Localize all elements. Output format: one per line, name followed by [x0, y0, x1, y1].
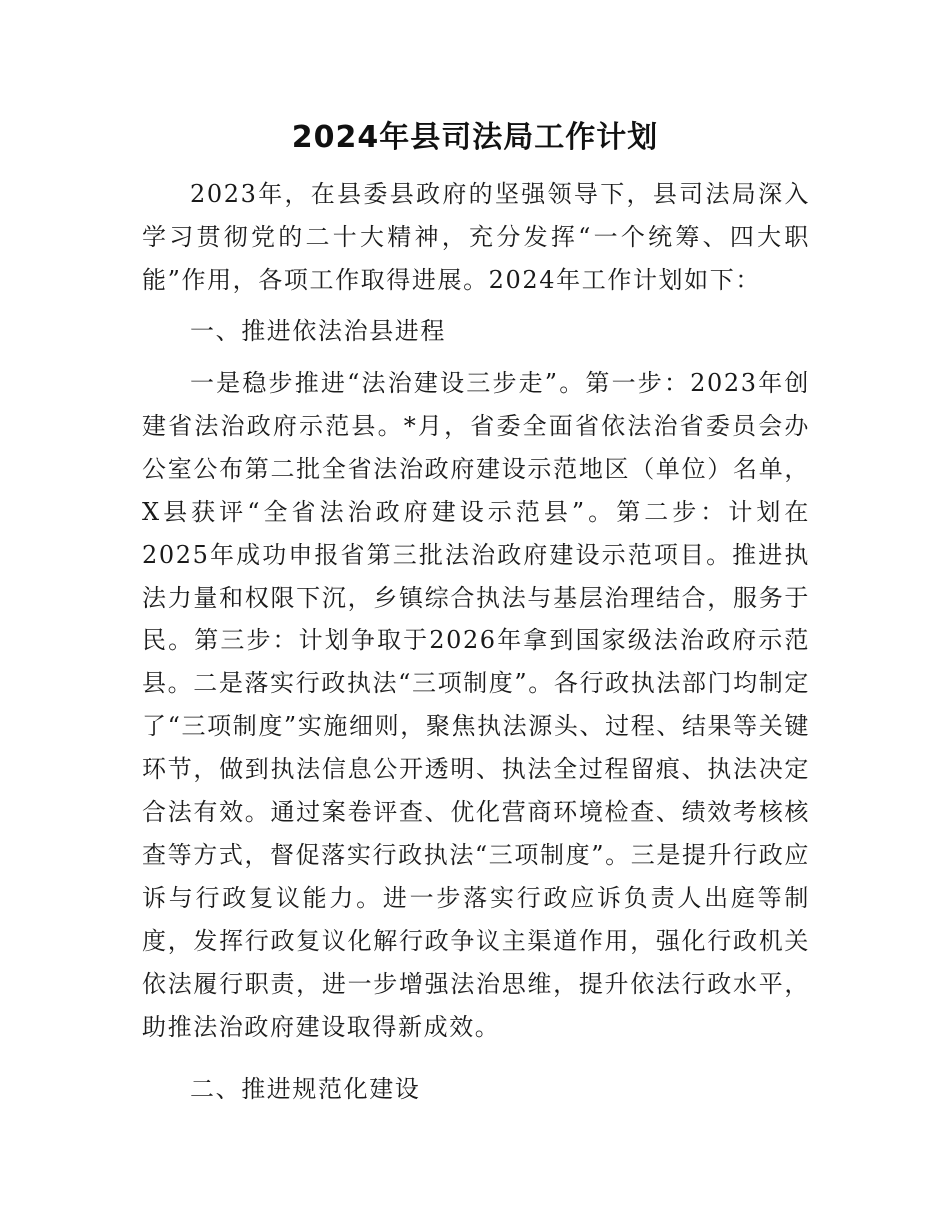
section-2-heading: 二、推进规范化建设 [190, 1075, 421, 1103]
document-title: 2024年县司法局工作计划 [291, 120, 659, 155]
section-1-heading: 一、推进依法治县进程 [190, 317, 446, 345]
intro-paragraph: 2023年，在县委县政府的坚强领导下，县司法局深入学习贯彻党的二十大精神，充分发挥“一个统筹、四大职能”作用，各项工作取得进展。2024年工作计划如下： [142, 180, 810, 294]
section-1-body-paragraph: 一是稳步推进“法治建设三步走”。第一步：2023年创建省法治政府示范县。*月，省委全面省依法治省委员会办公室公布第二批全省法治政府建设示范地区（单位）名单，X县获评“全省法治政府建设示范县”。第二步：计划在2025年成功申报省第三批法治政府建设示范项目。推进执法力量和权限下沉，乡镇综合执法与基层治理结合，服务于民。第三步：计划争取于2026年拿到国家级法治政府示范县。二是落实行政执法“三项制度”。各行政执法部门均制定了“三项制度”实施细则，聚焦执法源头、过程、结果等关键环节，做到执法信息公开透明、执法全过程留痕、执法决定合法有效。通过案卷评查、优化营商环境检查、绩效考核核查等方式，督促落实行政执法“三项制度”。三是提升行政应诉与行政复议能力。进一步落实行政应诉负责人出庭等制度，发挥行政复议化解行政争议主渠道作用，强化行政机关依法履行职责，进一步增强法治思维，提升依法行政水平，助推法治政府建设取得新成效。 [142, 369, 810, 1041]
